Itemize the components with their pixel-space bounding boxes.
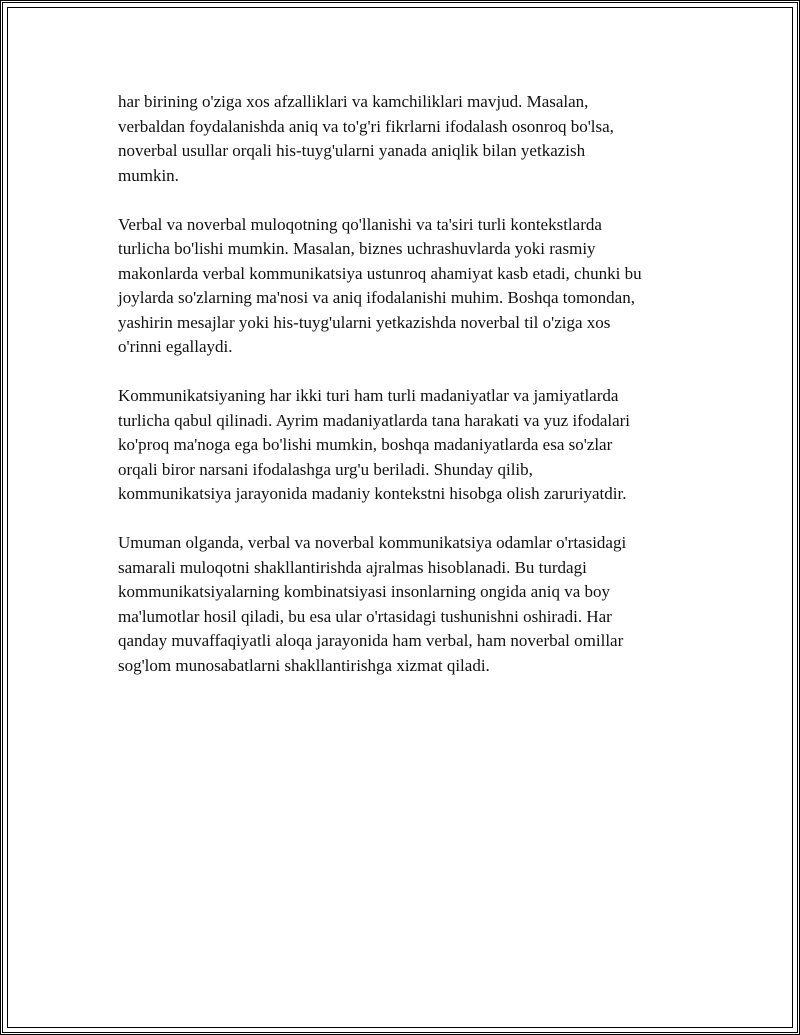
paragraph: Kommunikatsiyaning har ikki turi ham turli madaniyatlar va jamiyatlarda turlicha qabul qilinadi. Ayrim madaniyatlarda tana harakati va yuz ifodalari ko'proq ma'noga ega bo'lishi mumkin, boshqa madaniyatlarda esa so'zlar orqali biror narsani ifodalashga urg'u beriladi. Shunday qilib, kommunikatsiya jarayonida madaniy kontekstni hisobga olish zaruriyatdir. [118, 386, 631, 503]
paragraph: har birining o'ziga xos afzalliklari va kamchiliklari mavjud. Masalan, verbaldan foydalanishda aniq va to'g'ri fikrlarni ifodalash osonroq bo'lsa, noverbal usullar orqali his-tuyg'ularni yanada aniqlik bilan yetkazish mumkin. [118, 92, 614, 185]
paragraph: Verbal va noverbal muloqotning qo'llanishi va ta'siri turli kontekstlarda turlicha bo'lishi mumkin. Masalan, biznes uchrashuvlarda yoki rasmiy makonlarda verbal kommunikatsiya ustunroq ahamiyat kasb etadi, chunki bu joylarda so'zlarning ma'nosi va aniq ifodalanishi muhim. Boshqa tomondan, yashirin mesajlar yoki his-tuyg'ularni yetkazishda noverbal til o'ziga xos o'rinni egallaydi. [118, 214, 642, 356]
paragraph: Umuman olganda, verbal va noverbal kommunikatsiya odamlar o'rtasidagi samarali muloqotni shakllantirishda ajralmas hisoblanadi. Bu turdagi kommunikatsiyalarning kombinatsiyasi insonlarning ongida aniq va boy ma'lumotlar hosil qiladi, bu esa ular o'rtasidagi tushunishni oshiradi. Har qanday muvaffaqiyatli aloqa jarayonida ham verbal, ham noverbal omillar sog'lom munosabatlarni shakllantirishga xizmat qiladi. [118, 533, 627, 675]
document-body [118, 90, 708, 703]
